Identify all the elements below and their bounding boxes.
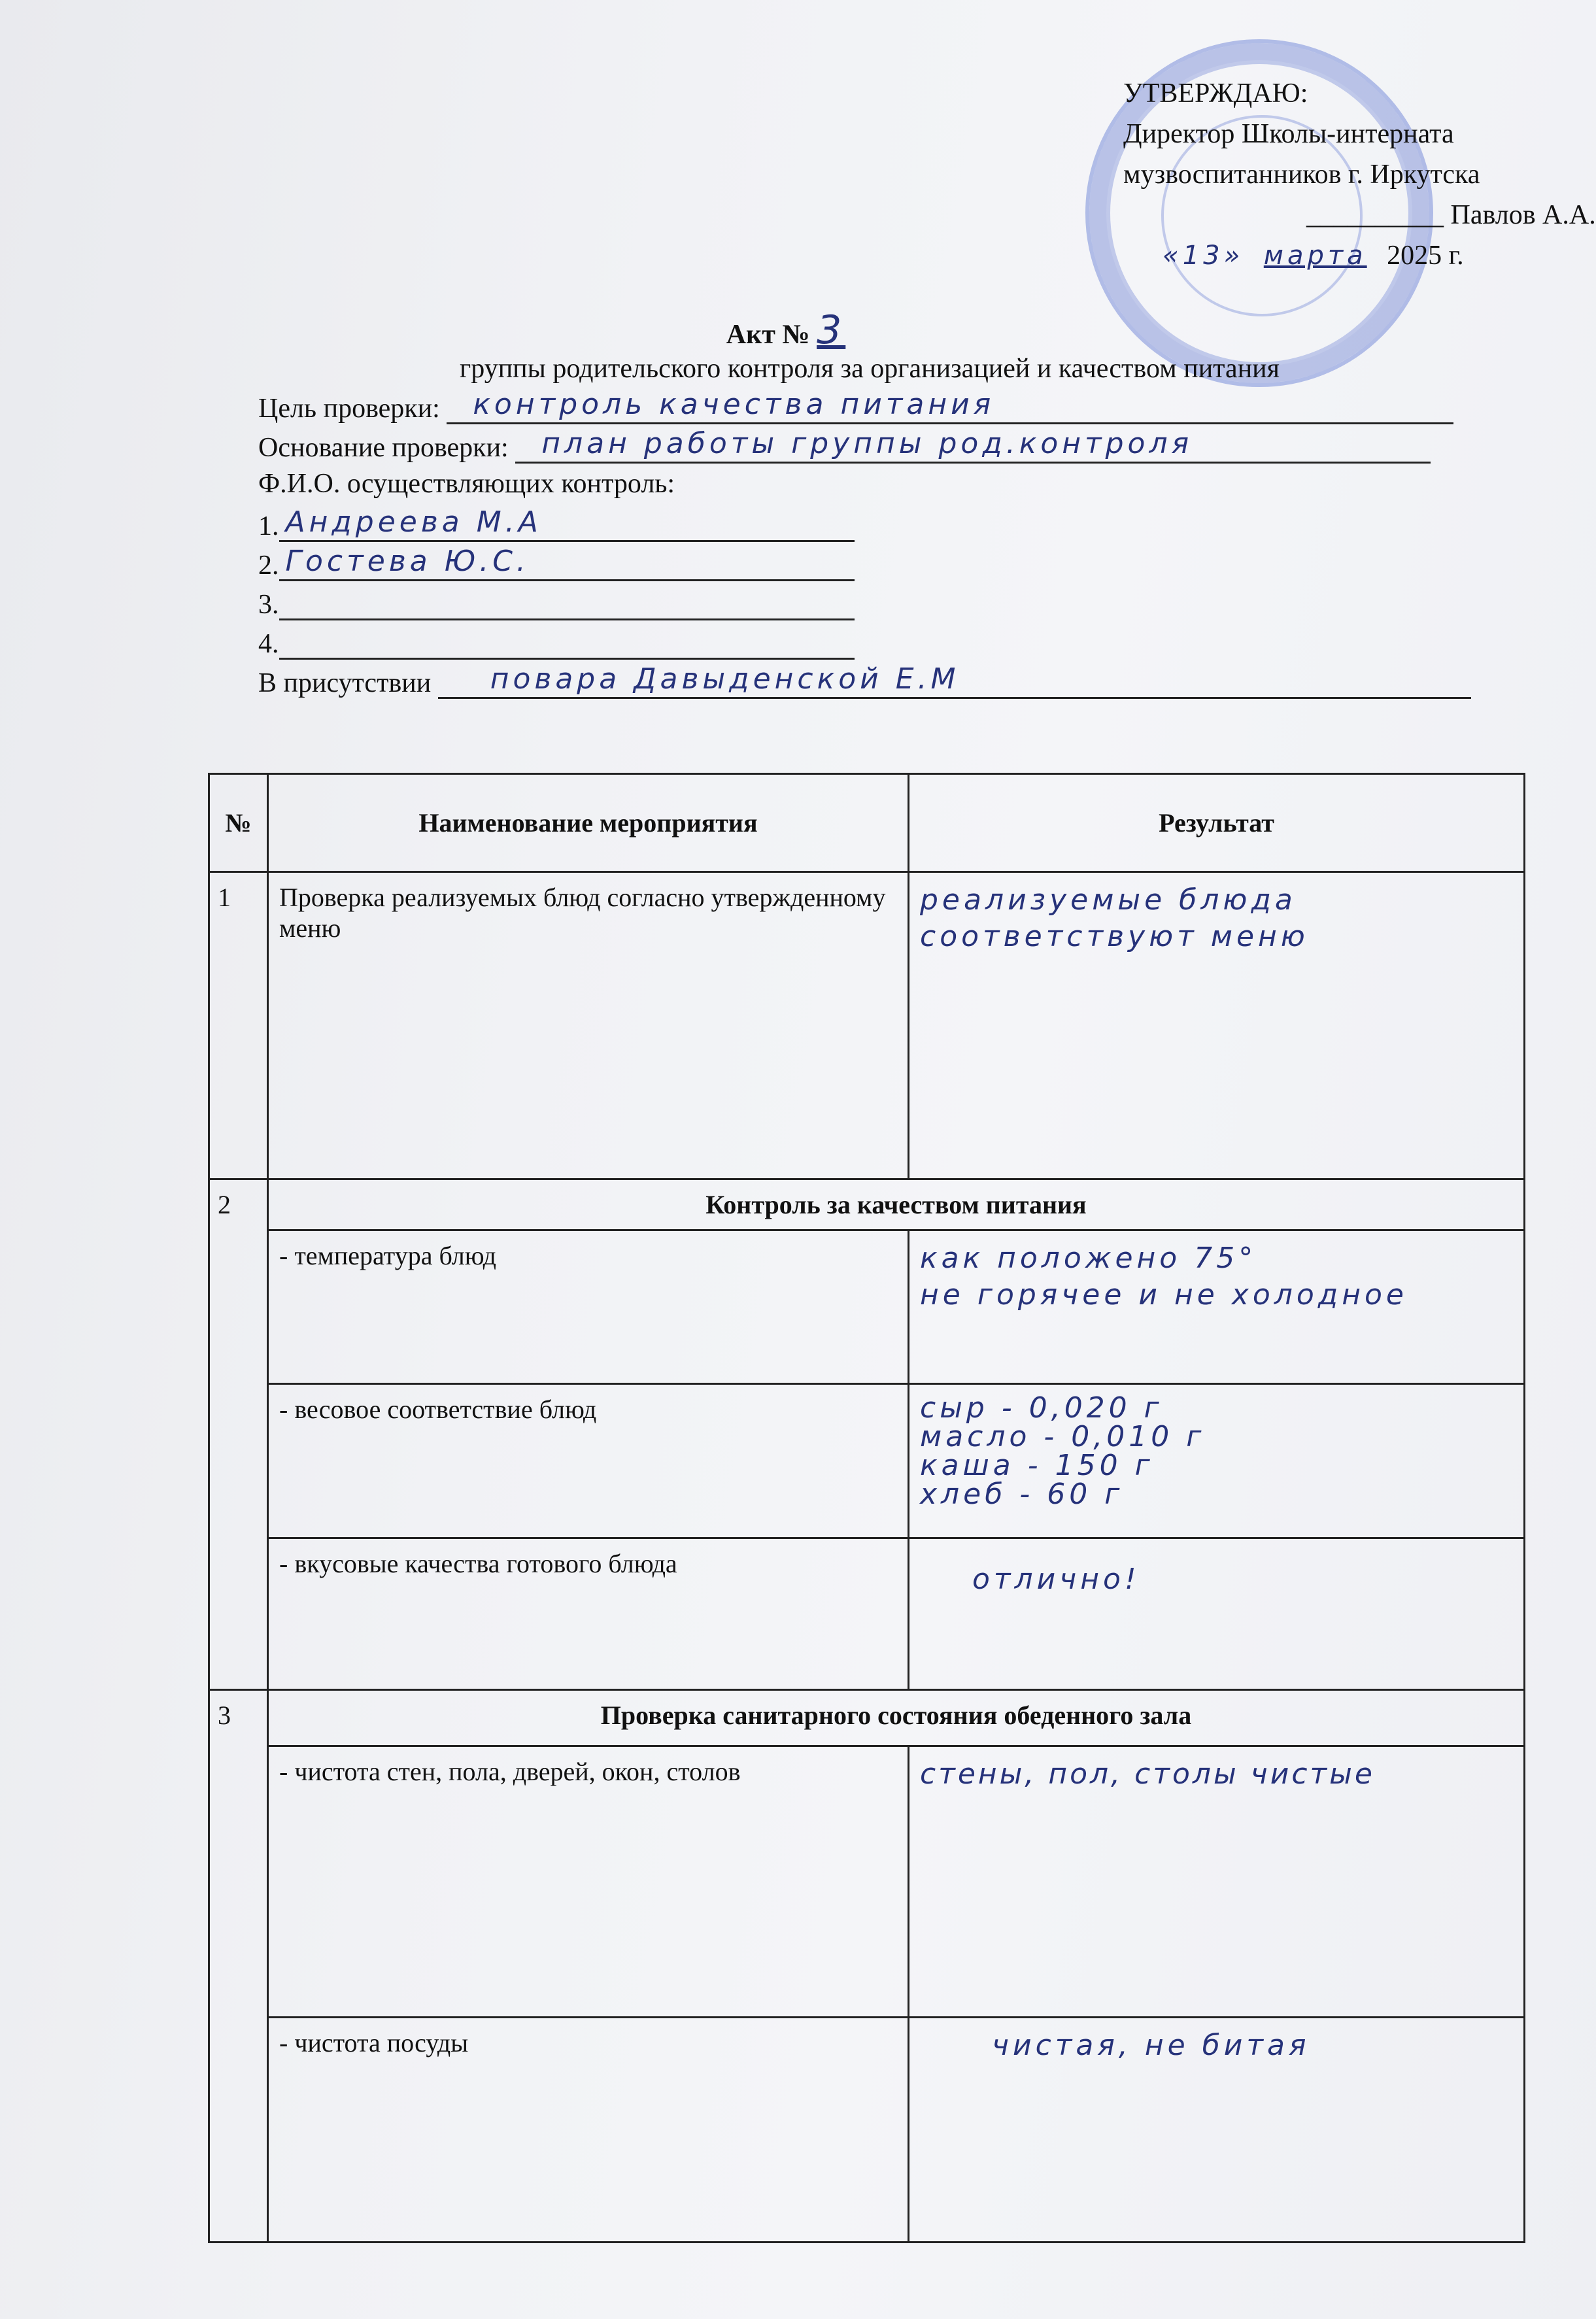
row1-result-line2: соответствуют меню — [920, 920, 1309, 953]
row3b-activity: - чистота посуды — [268, 2018, 909, 2243]
table-header-row — [209, 774, 1525, 872]
controller-2 — [258, 545, 855, 581]
table-row — [209, 1538, 1525, 1690]
table-row — [209, 872, 1525, 1179]
controller-4 — [258, 624, 855, 660]
controller-1-name: Андреева М.А — [285, 505, 542, 539]
date-month: марта — [1263, 241, 1367, 271]
purpose-line — [447, 388, 1453, 424]
table-row — [209, 2018, 1525, 2243]
approval-name: Павлов А.А. — [1450, 200, 1596, 230]
row2a-activity: - температура блюд — [268, 1230, 909, 1384]
controller-2-name: Гостева Ю.С. — [285, 545, 530, 578]
approval-signature-row — [1123, 195, 1596, 235]
purpose-value: контроль качества питания — [473, 388, 995, 421]
presence-value: повара Давыденской Е.М — [490, 662, 960, 696]
date-year: 2025 г. — [1387, 241, 1464, 271]
basis-label: Основание проверки: — [258, 433, 509, 463]
row2c-result — [909, 1538, 1525, 1690]
controller-4-line — [279, 624, 855, 660]
controller-1-num: 1. — [258, 511, 279, 541]
row2a-result — [909, 1230, 1525, 1384]
header-activity: Наименование мероприятия — [268, 774, 909, 872]
act-number: 3 — [817, 307, 846, 353]
controller-3-line — [279, 584, 855, 620]
row1-result — [909, 872, 1525, 1179]
row1-num: 1 — [209, 872, 268, 1179]
table-row — [209, 1384, 1525, 1538]
basis-field — [258, 428, 1431, 464]
date-day: «13» — [1163, 241, 1244, 271]
basis-line — [515, 428, 1431, 464]
controller-2-num: 2. — [258, 550, 279, 581]
row3b-result — [909, 2018, 1525, 2243]
controller-2-line — [279, 545, 855, 581]
controller-3-num: 3. — [258, 590, 279, 620]
table-row — [209, 1746, 1525, 2018]
row3a-result-text: стены, пол, столы чистые — [920, 1757, 1375, 1791]
approval-position-line1: Директор Школы-интерната — [1123, 119, 1454, 149]
presence-line — [438, 663, 1471, 699]
row1-activity: Проверка реализуемых блюд согласно утвержденному меню — [268, 872, 909, 1179]
row3a-result — [909, 1746, 1525, 2018]
row2b-activity: - весовое соответствие блюд — [268, 1384, 909, 1538]
table-row — [209, 1230, 1525, 1384]
approval-date-row — [1123, 235, 1596, 276]
row2a-result-line1: как положено 75° — [920, 1242, 1257, 1275]
act-title-text: Акт № — [726, 320, 810, 350]
section3-title: Проверка санитарного состояния обеденного зала — [268, 1690, 1525, 1746]
row2b-result-line2: масло - 0,010 г — [920, 1420, 1206, 1453]
act-title — [0, 307, 1572, 353]
act-subtitle: группы родительского контроля за организацией и качеством питания — [460, 354, 1280, 384]
purpose-label: Цель проверки: — [258, 394, 440, 424]
basis-value: план работы группы род.контроля — [541, 427, 1193, 460]
header-num: № — [209, 774, 268, 872]
inspection-table — [208, 773, 1525, 2243]
controller-3 — [258, 584, 855, 620]
row1-result-line1: реализуемые блюда — [920, 883, 1297, 917]
section-row — [209, 1179, 1525, 1230]
presence-label: В присутствии — [258, 668, 432, 698]
row3b-result-text: чистая, не битая — [992, 2029, 1310, 2062]
row2c-result-text: отлично! — [972, 1563, 1140, 1596]
row3a-activity: - чистота стен, пола, дверей, окон, столов — [268, 1746, 909, 2018]
row2a-result-line2: не горячее и не холодное — [920, 1278, 1408, 1312]
purpose-field — [258, 388, 1453, 424]
row2c-activity: - вкусовые качества готового блюда — [268, 1538, 909, 1690]
controller-1 — [258, 506, 855, 542]
approval-position-line2: музвоспитанников г. Иркутска — [1123, 160, 1480, 190]
section2-title: Контроль за качеством питания — [268, 1179, 1525, 1230]
presence-field — [258, 663, 1471, 699]
controller-1-line — [279, 506, 855, 542]
row2b-result-line3: каша - 150 г — [920, 1449, 1154, 1482]
approval-heading: УТВЕРЖДАЮ: — [1123, 78, 1308, 109]
row2b-result-line4: хлеб - 60 г — [920, 1478, 1124, 1511]
approval-block — [1123, 73, 1596, 276]
controllers-label: Ф.И.О. осуществляющих контроль: — [258, 469, 675, 499]
signature-line: __________ — [1306, 200, 1451, 230]
section3-num: 3 — [209, 1690, 268, 2243]
section2-num: 2 — [209, 1179, 268, 1690]
section-row — [209, 1690, 1525, 1746]
row2b-result — [909, 1384, 1525, 1538]
controller-4-num: 4. — [258, 629, 279, 659]
row2b-result-line1: сыр - 0,020 г — [920, 1391, 1163, 1425]
header-result: Результат — [909, 774, 1525, 872]
